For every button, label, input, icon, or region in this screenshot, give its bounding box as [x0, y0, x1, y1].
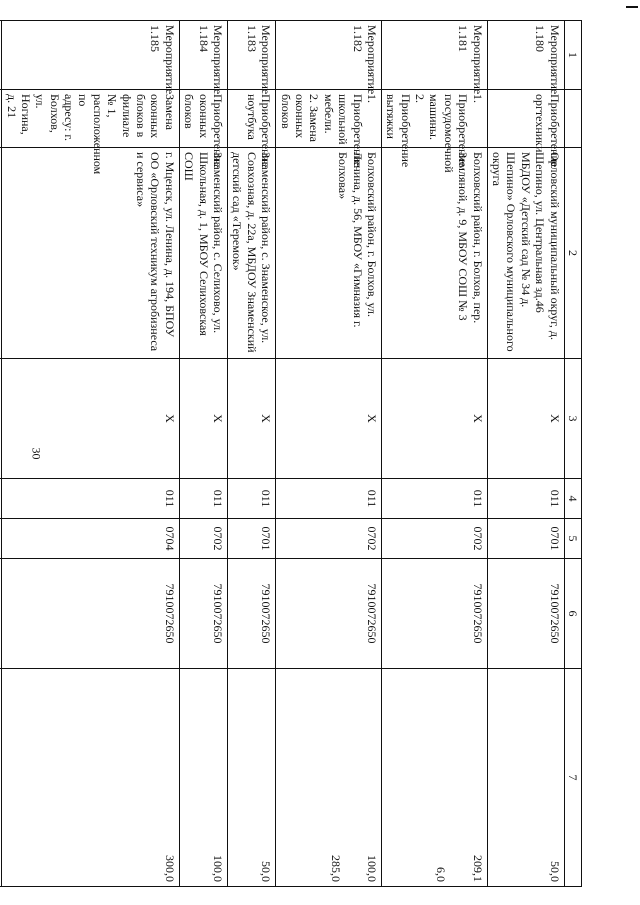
amount-cell	[276, 669, 382, 887]
mark-cell: X	[2, 359, 180, 479]
section-cell	[0, 519, 2, 559]
header-cell: 7	[564, 669, 581, 887]
target-cell: 7910072650	[487, 559, 564, 669]
event-cell	[0, 21, 2, 90]
target-cell: 7910072650	[276, 559, 382, 669]
amount-cell: 300,0	[2, 669, 180, 887]
event-cell: Мероприятие 1.181	[381, 21, 487, 90]
section-cell: 0702	[276, 519, 382, 559]
header-cell: 4	[564, 479, 581, 519]
event-cell: Мероприятие 1.184	[179, 21, 227, 90]
amount-cell: 50,0	[228, 669, 276, 887]
table-row	[228, 21, 276, 887]
code-cell: 011	[487, 479, 564, 519]
budget-table	[0, 20, 582, 887]
amount-cell: 100,0	[179, 669, 227, 887]
table-rotator	[4, 20, 582, 886]
target-cell: 7910072650	[228, 559, 276, 669]
header-cell: 3	[564, 359, 581, 479]
table-row	[487, 21, 564, 887]
code-cell: 011	[381, 479, 487, 519]
amount-value: 209,1	[470, 855, 485, 882]
section-cell: 0702	[179, 519, 227, 559]
amount-cell: 50,0	[487, 669, 564, 887]
code-cell: 011	[179, 479, 227, 519]
section-cell: 0701	[487, 519, 564, 559]
event-cell: Мероприятие 1.183	[228, 21, 276, 90]
corner-mark	[626, 6, 638, 8]
amount-value: 100,0	[364, 855, 379, 882]
section-cell: 0704	[2, 519, 180, 559]
purpose-cell: Замена оконных блоков в филиале № 1, расположенном по адресу: г. Болхов, ул. Ногина, д. 21	[2, 90, 180, 148]
purpose-cell: 1. Приобретение посудомоечной машины. 2. Приобретение вытяжки	[381, 90, 487, 148]
location-cell: г. Мценск, ул. Ленина, д. 194, БПОУ ОО «Орловский техникум агробизнеса и сервиса»	[2, 148, 180, 359]
target-cell: 7910072650	[381, 559, 487, 669]
location-cell: Знаменский район, с. Знаменское, ул. Совхозная, д. 22а, МБДОУ Знаменский детский сад «Теремок»	[228, 148, 276, 359]
mark-cell	[0, 359, 2, 479]
code-cell	[0, 479, 2, 519]
mark-cell: X	[179, 359, 227, 479]
purpose-cell: 1. Приобретение школьной мебели. 2. Замена оконных блоков	[276, 90, 382, 148]
header-cell: 2	[564, 148, 581, 359]
amount-gap	[343, 673, 365, 882]
header-cell: 5	[564, 519, 581, 559]
amount-cell	[381, 669, 487, 887]
target-cell: 7910072650	[2, 559, 180, 669]
location-cell	[0, 148, 2, 359]
table-row	[179, 21, 227, 887]
mark-cell: X	[487, 359, 564, 479]
mark-cell: X	[276, 359, 382, 479]
code-cell: 011	[228, 479, 276, 519]
amount-gap	[448, 673, 470, 882]
code-cell: 011	[2, 479, 180, 519]
location-cell: Болховский район, г. Болхов, ул. Ленина, д. 56, МБОУ «Гимназия г. Болхова»	[276, 148, 382, 359]
amount-value-2: 6,0	[434, 867, 449, 882]
location-cell: Знаменский район, с. Селихово, ул. Школьная, д. 1, МБОУ Селиховская СОШ	[179, 148, 227, 359]
target-cell	[0, 559, 2, 669]
code-cell: 011	[276, 479, 382, 519]
event-cell: Мероприятие 1.180	[487, 21, 564, 90]
location-cell: Орловский муниципальный округ, д. Шепино, ул. Центральная зд.46 МБДОУ «Детский сад № 34 д. Шепино» Орловского муниципального округа	[487, 148, 564, 359]
header-cell	[564, 90, 581, 148]
header-row	[564, 21, 581, 887]
page-number: 30	[29, 447, 44, 460]
table-row	[276, 21, 382, 887]
purpose-cell: Приобретение оргтехники	[487, 90, 564, 148]
purpose-cell: Приобретение ноутбука	[228, 90, 276, 148]
table-row	[381, 21, 487, 887]
header-cell: 1	[564, 21, 581, 90]
event-cell: Мероприятие 1.185	[2, 21, 180, 90]
table-row	[2, 21, 180, 887]
header-cell: 6	[564, 559, 581, 669]
event-cell: Мероприятие 1.182	[276, 21, 382, 90]
table-row	[0, 21, 2, 887]
purpose-cell: Приобретение оконных блоков	[179, 90, 227, 148]
section-cell: 0701	[228, 519, 276, 559]
purpose-cell	[0, 90, 2, 148]
mark-cell: X	[228, 359, 276, 479]
section-cell: 0702	[381, 519, 487, 559]
location-cell: Болховский район, г. Болхов, пер. Земляной, д. 9, МБОУ СОШ № 3	[381, 148, 487, 359]
mark-cell: X	[381, 359, 487, 479]
amount-value-2: 285,0	[328, 855, 343, 882]
amount-cell	[0, 669, 2, 887]
target-cell: 7910072650	[179, 559, 227, 669]
